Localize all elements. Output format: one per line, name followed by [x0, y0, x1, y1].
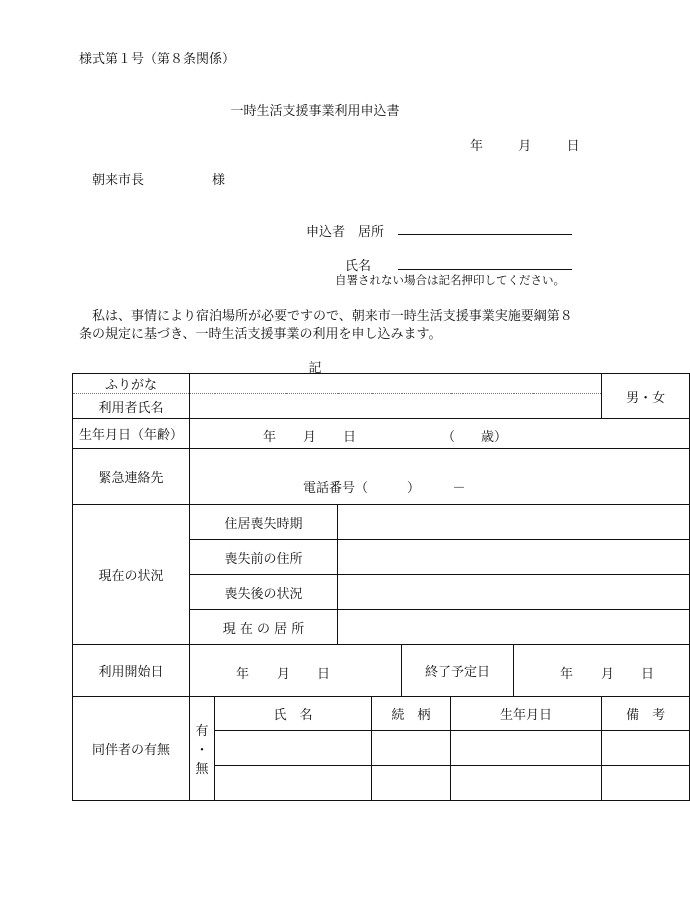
emergency-field[interactable] — [190, 449, 690, 505]
body-line-1: 私は、事情により宿泊場所が必要ですので、朝来市一時生活支援事業実施要綱第８ — [92, 309, 573, 324]
phone-number-label: 電話番号（ ） － — [303, 480, 466, 496]
signature-note: 自署されない場合は記名押印してください。 — [335, 273, 565, 287]
applicant-address-label: 居所 — [358, 225, 385, 240]
status-row-3-label: 喪失後の状況 — [190, 575, 338, 610]
status-row-2-field[interactable] — [338, 540, 690, 575]
companion-1-remarks[interactable] — [602, 731, 690, 766]
status-row-3-field[interactable] — [338, 575, 690, 610]
companion-yes-no[interactable] — [190, 697, 215, 801]
user-name-field[interactable] — [190, 394, 602, 419]
birth-label: 生年月日（年齢） — [73, 419, 190, 449]
companion-2-name[interactable] — [215, 766, 372, 801]
companion-header-name: 氏 名 — [215, 697, 372, 731]
body-line-2: 条の規定に基づき、一時生活支援事業の利用を申し込みます。 — [79, 327, 442, 342]
date-year: 年 — [470, 139, 484, 154]
start-date-label: 利用開始日 — [73, 645, 190, 697]
status-row-4-field[interactable] — [338, 610, 690, 645]
birth-field[interactable] — [190, 419, 690, 449]
status-row-1-label: 住居喪失時期 — [190, 505, 338, 540]
companion-header-remarks: 備 考 — [602, 697, 690, 731]
companion-1-relation[interactable] — [372, 731, 451, 766]
date-month: 月 — [518, 139, 532, 154]
birth-month: 月 — [303, 429, 317, 445]
addressee-name: 朝来市長 — [92, 173, 145, 188]
companion-2-birth[interactable] — [451, 766, 602, 801]
start-date-field[interactable] — [190, 645, 402, 697]
status-row-1-field[interactable] — [338, 505, 690, 540]
companion-label: 同伴者の有無 — [73, 697, 190, 801]
companion-dot: ・ — [195, 743, 209, 758]
name-line[interactable] — [398, 269, 572, 270]
address-line[interactable] — [398, 234, 572, 235]
start-day: 日 — [317, 666, 331, 682]
user-name-label: 利用者氏名 — [73, 394, 190, 419]
birth-day: 日 — [343, 429, 357, 445]
furigana-label: ふりがな — [73, 374, 190, 394]
companion-yes: 有 — [195, 724, 209, 739]
end-day: 日 — [641, 666, 655, 682]
date-day: 日 — [566, 139, 580, 154]
addressee-honorific: 様 — [212, 173, 226, 188]
ki-heading: 記 — [308, 361, 322, 376]
age-field: （ 歳） — [442, 429, 508, 445]
companion-2-relation[interactable] — [372, 766, 451, 801]
end-month: 月 — [601, 666, 615, 682]
applicant-label: 申込者 — [306, 225, 346, 240]
applicant-name-label: 氏名 — [345, 259, 372, 274]
companion-header-relation: 続 柄 — [372, 697, 451, 731]
page-title: 一時生活支援事業利用申込書 — [230, 104, 400, 119]
furigana-field[interactable] — [190, 374, 602, 394]
companion-1-birth[interactable] — [451, 731, 602, 766]
end-date-label: 終了予定日 — [402, 645, 514, 697]
application-table — [72, 373, 690, 801]
companion-2-remarks[interactable] — [602, 766, 690, 801]
status-row-2-label: 喪失前の住所 — [190, 540, 338, 575]
companion-no: 無 — [195, 762, 209, 777]
companion-1-name[interactable] — [215, 731, 372, 766]
start-year: 年 — [236, 666, 250, 682]
date-line — [470, 135, 580, 154]
form-number: 様式第１号（第８条関係） — [79, 52, 236, 67]
birth-year: 年 — [263, 429, 277, 445]
end-date-field[interactable] — [514, 645, 690, 697]
status-row-4-label: 現 在 の 居 所 — [190, 610, 338, 645]
companion-header-birth: 生年月日 — [451, 697, 602, 731]
emergency-label: 緊急連絡先 — [73, 449, 190, 505]
gender-field[interactable]: 男・女 — [602, 374, 690, 419]
status-label: 現在の状況 — [73, 505, 190, 645]
start-month: 月 — [277, 666, 291, 682]
end-year: 年 — [560, 666, 574, 682]
